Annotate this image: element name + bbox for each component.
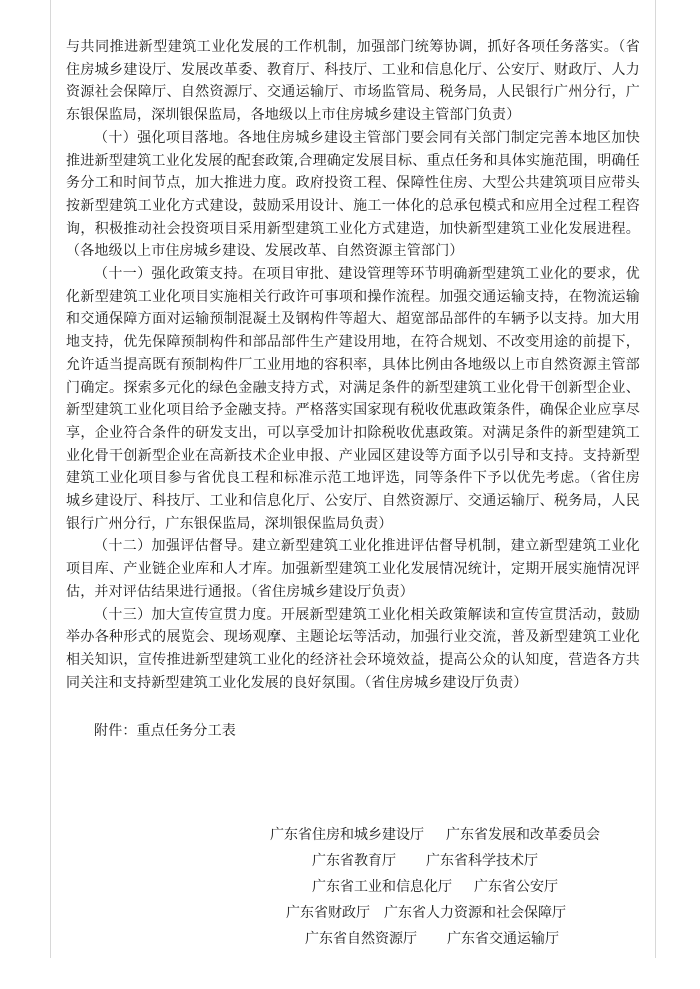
attachment-note: 附件：重点任务分工表: [94, 723, 236, 740]
signature-line: [150, 848, 670, 874]
paragraph-item-12: （十二）加强评估督导。建立新型建筑工业化推进评估督导机制，建立新型建筑工业化项目库、产业链企业库和人才库。加强新型建筑工业化发展情况统计，定期开展实施情况评估，并对评估结果进行通报。（省住房城乡建设厅负责）: [66, 538, 640, 600]
document-body: [66, 36, 640, 743]
paragraph-continuation: 与共同推进新型建筑工业化发展的工作机制，加强部门统筹协调，抓好各项任务落实。（省住房城乡建设厅、发展改革委、教育厅、科技厅、工业和信息化厅、公安厅、财政厅、人力资源社会保障厅、自然资源厅、交通运输厅、市场监管局、税务局，人民银行广州分行，广东银保监局，深圳银保监局，各地级以上市住房城乡建设主管部门负责）: [66, 39, 640, 124]
signatory: 广东省交通运输厅: [447, 931, 559, 947]
left-margin-line: [50, 0, 51, 958]
signature-line: [150, 926, 670, 952]
signatory: 广东省公安厅: [474, 879, 558, 895]
paragraph-item-13: （十三）加大宣传宣贯力度。开展新型建筑工业化相关政策解读和宣传宣贯活动，鼓励举办各种形式的展览会、现场观摩、主题论坛等活动，加强行业交流，普及新型建筑工业化相关知识，宣传推进新型建筑工业化的经济社会环境效益，提高公众的认知度，营造各方共同关注和支持新型建筑工业化发展的良好氛围。（省住房城乡建设厅负责）: [66, 606, 640, 691]
paragraph-item-11: （十一）强化政策支持。在项目审批、建设管理等环节明确新型建筑工业化的要求，优化新型建筑工业化项目实施相关行政许可事项和操作流程。加强交通运输支持，在物流运输和交通保障方面对运输预制混凝土及钢构件等超大、超宽部品部件的车辆予以支持。加大用地支持，优先保障预制构件和部品部件生产建设用地，在符合规划、不改变用途的前提下，允许适当提高既有预制构件厂工业用地的容积率，具体比例由各地级以上市自然资源主管部门确定。探索多元化的绿色金融支持方式，对满足条件的新型建筑工业化骨干创新型企业、新型建筑工业化项目给予金融支持。严格落实国家现有税收优惠政策条件，确保企业应享尽享，企业符合条件的研发支出，可以享受加计扣除税收优惠政策。对满足条件的新型建筑工业化骨干创新型企业在高新技术企业申报、产业园区建设等方面予以引导和支持。支持新型建筑工业化项目参与省优良工程和标准示范工地评选，同等条件下予以优先考虑。（省住房城乡建设厅、科技厅、工业和信息化厅、公安厅、自然资源厅、交通运输厅、税务局，人民银行广州分行，广东银保监局，深圳银保监局负责）: [66, 266, 640, 532]
signature-line: [150, 822, 670, 848]
signature-line: [150, 874, 670, 900]
signature-line: [150, 900, 670, 926]
signatory: 广东省人力资源和社会保障厅: [384, 905, 566, 921]
signatory: 广东省财政厅: [286, 905, 370, 921]
signatory: 广东省住房和城乡建设厅: [270, 827, 424, 843]
signature-block: [150, 822, 670, 952]
signatory: 广东省工业和信息化厅: [312, 879, 452, 895]
signatory: 广东省自然资源厅: [305, 931, 417, 947]
signatory: 广东省科学技术厅: [426, 853, 538, 869]
right-margin-line: [655, 0, 656, 958]
signatory: 广东省教育厅: [312, 853, 396, 869]
signatory: 广东省发展和改革委员会: [446, 827, 600, 843]
paragraph-item-10: （十）强化项目落地。各地住房城乡建设主管部门要会同有关部门制定完善本地区加快推进新型建筑工业化发展的配套政策,合理确定发展目标、重点任务和具体实施范围，明确任务分工和时间节点，加大推进力度。政府投资工程、保障性住房、大型公共建筑项目应带头按新型建筑工业化方式建设，鼓励采用设计、施工一体化的总承包模式和应用全过程工程咨询，积极推动社会投资项目采用新型建筑工业化方式建造，加快新型建筑工业化发展进程。（各地级以上市住房城乡建设、发展改革、自然资源主管部门）: [66, 129, 640, 260]
